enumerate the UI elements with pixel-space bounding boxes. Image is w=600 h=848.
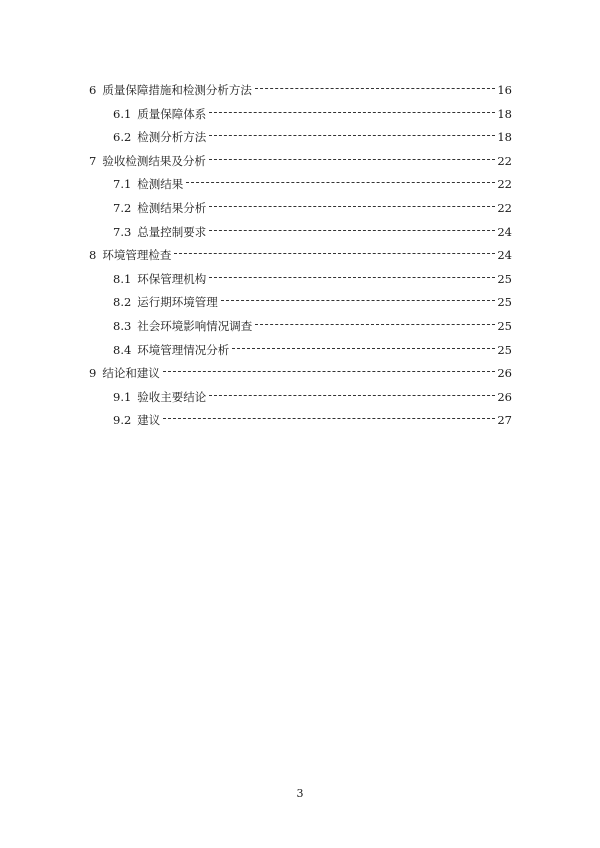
toc-entry[interactable] (113, 269, 512, 286)
toc-entry-page: 16 (497, 83, 512, 97)
dot-leader (209, 104, 495, 118)
toc-entry-page: 27 (497, 413, 512, 428)
toc-entry-page: 25 (497, 271, 512, 286)
toc-entry-page: 22 (497, 201, 512, 215)
toc-entry-page: 22 (497, 177, 512, 192)
dot-leader (255, 80, 496, 94)
toc-entry-page: 25 (497, 295, 512, 310)
dot-leader (232, 340, 495, 354)
toc-entry-title: 环保管理机构 (137, 271, 207, 286)
toc-entry-title: 质量保障体系 (137, 106, 207, 121)
toc-entry-page: 18 (497, 130, 512, 145)
toc-entry-page: 26 (497, 389, 512, 404)
toc-entry-number: 8.1 (113, 271, 132, 286)
toc-entry-page: 22 (497, 153, 512, 168)
toc-entry[interactable] (113, 198, 512, 215)
dot-leader (174, 245, 495, 259)
toc-entry-number: 6.2 (113, 130, 132, 145)
toc-entry[interactable] (113, 174, 512, 191)
dot-leader (209, 222, 495, 236)
toc-entry[interactable] (113, 316, 512, 333)
toc-entry-title: 检测分析方法 (137, 130, 207, 145)
toc-entry-number: 8 (89, 248, 97, 263)
dot-leader (221, 292, 496, 306)
toc-entry-number: 6 (89, 83, 97, 97)
toc-entry[interactable] (113, 104, 512, 121)
toc-entry-title: 质量保障措施和检测分析方法 (102, 83, 252, 97)
dot-leader (209, 151, 496, 165)
toc-entry-number: 7.2 (113, 201, 132, 215)
toc-entry-number: 8.2 (113, 295, 132, 310)
toc-entry-title: 验收主要结论 (137, 389, 207, 404)
toc-entry-title: 验收检测结果及分析 (102, 153, 206, 168)
toc-entry[interactable] (113, 387, 512, 404)
dot-leader (209, 269, 495, 283)
toc-entry-title: 总量控制要求 (137, 224, 207, 239)
toc-entry-title: 环境管理情况分析 (137, 342, 230, 357)
toc-entry[interactable] (89, 80, 512, 97)
dot-leader (163, 410, 495, 424)
toc-entry-page: 24 (497, 248, 512, 263)
toc-entry-page: 25 (497, 342, 512, 357)
dot-leader (209, 387, 495, 401)
dot-leader (255, 316, 495, 330)
toc-entry[interactable] (89, 151, 512, 168)
toc-entry[interactable] (113, 410, 512, 427)
toc-entry-page: 18 (497, 106, 512, 121)
dot-leader (163, 363, 496, 377)
toc-entry-number: 6.1 (113, 106, 132, 121)
toc-entry-number: 9.1 (113, 389, 132, 404)
page-number: 3 (296, 787, 304, 800)
toc-entry-number: 9.2 (113, 413, 132, 428)
toc-entry-number: 9 (89, 366, 97, 381)
toc-entry-number: 8.4 (113, 342, 132, 357)
toc-entry-title: 社会环境影响情况调查 (137, 319, 253, 333)
toc-entry-title: 运行期环境管理 (137, 295, 218, 310)
toc-entry-number: 7 (89, 153, 97, 168)
toc-entry-page: 24 (497, 224, 512, 239)
toc-entry[interactable] (113, 340, 512, 357)
toc-entry-title: 结论和建议 (102, 366, 160, 381)
toc-entry-title: 建议 (137, 413, 161, 428)
toc-entry-title: 检测结果 (137, 177, 184, 192)
dot-leader (209, 198, 495, 212)
dot-leader (186, 174, 495, 188)
toc-entry-number: 7.1 (113, 177, 132, 192)
toc-entry[interactable] (89, 363, 512, 380)
toc-entry[interactable] (113, 292, 512, 309)
toc-entry-page: 25 (497, 319, 512, 333)
toc-entry[interactable] (113, 222, 512, 239)
toc-entry-title: 检测结果分析 (137, 201, 207, 215)
toc-entry-title: 环境管理检查 (102, 248, 172, 263)
toc-entry[interactable] (89, 245, 512, 262)
dot-leader (209, 127, 495, 141)
toc-entry-page: 26 (497, 366, 512, 381)
toc-entry-number: 7.3 (113, 224, 132, 239)
toc-entry-number: 8.3 (113, 319, 132, 333)
toc-entry[interactable] (113, 127, 512, 144)
